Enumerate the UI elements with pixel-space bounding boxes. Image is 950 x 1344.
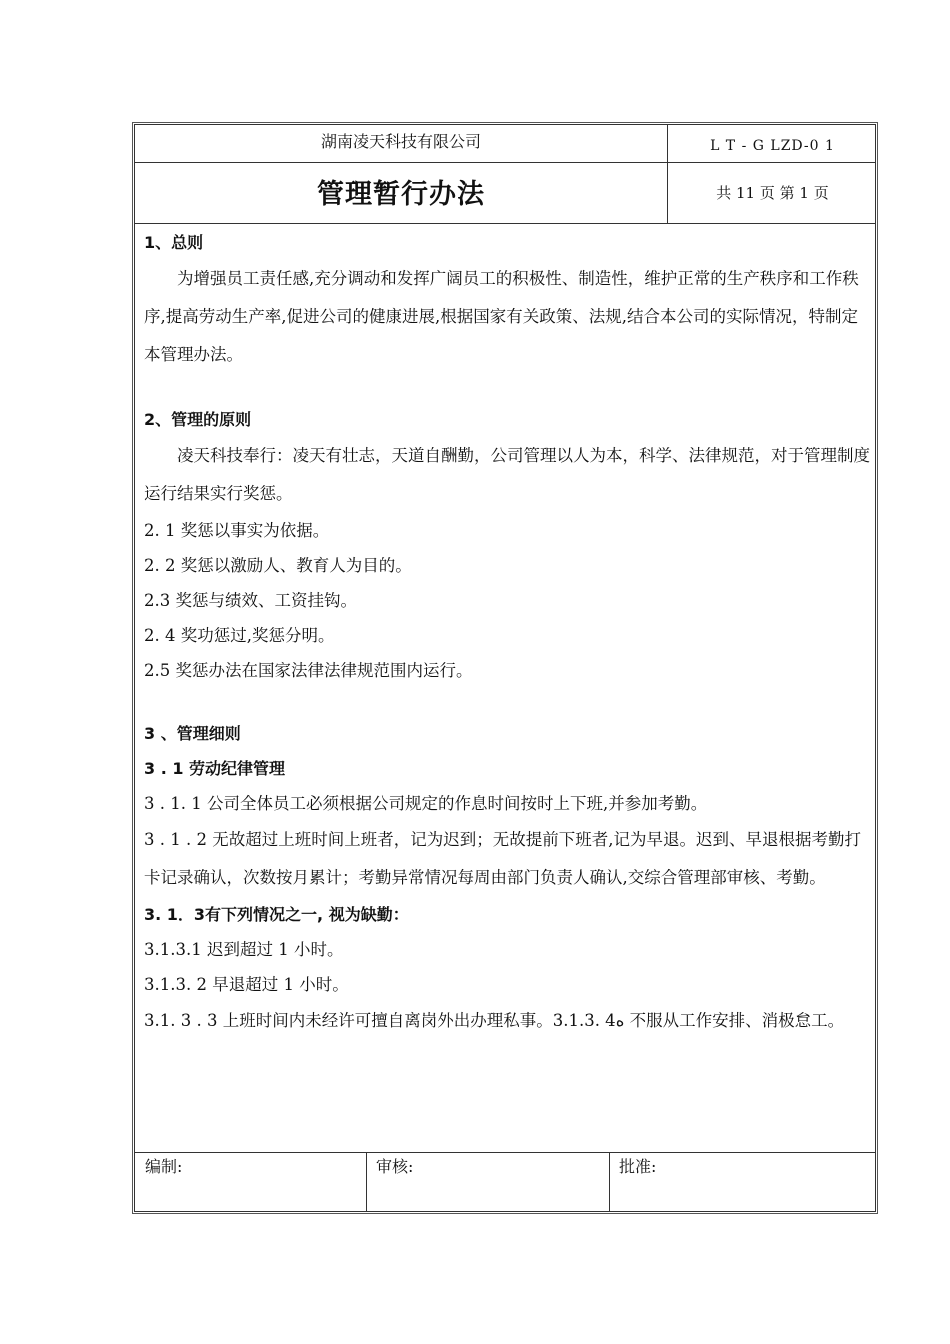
document-title: 管理暂行办法: [317, 179, 485, 210]
signature-reviewer-label: 审核:: [376, 1157, 414, 1176]
clause-2-1: 2. 1 奖惩以事实为依据。: [144, 521, 330, 540]
page-info: 共 11 页 第 1 页: [716, 184, 829, 202]
header-divider-bottom: [135, 223, 875, 224]
document-code: L T - G LZD-0 1: [710, 138, 835, 154]
document-frame: [134, 124, 876, 1212]
section-2-body: 凌天科技奉行：凌天有壮志，天道自酬勤，公司管理以人为本，科学、法律规范，对于管理制度运行结果实行奖惩。: [144, 446, 870, 503]
clause-3-1-3-heading: 3. 1．3有下列情况之一, 视为缺勤：: [144, 905, 409, 924]
signature-divider: [135, 1152, 875, 1153]
clause-3-1-3-3: 3.1. 3 . 3 上班时间内未经许可擅自离岗外出办理私事。3.1.3. 4ه 不服从工作安排、消极怠工。: [144, 1011, 845, 1030]
section-1-body: 为增强员工责任感,充分调动和发挥广阔员工的积极性、制造性，维护正常的生产秩序和工作秩序,提高劳动生产率,促进公司的健康进展,根据国家有关政策、法规,结合本公司的实际情况，特制定本管理办法。: [144, 269, 859, 364]
clause-3-1-1: 3 . 1. 1 公司全体员工必须根据公司规定的作息时间按时上下班,并参加考勤。: [144, 794, 708, 813]
clause-2-3: 2.3 奖惩与绩效、工资挂钩。: [144, 591, 357, 610]
clause-2-2: 2. 2 奖惩以激励人、教育人为目的。: [144, 556, 412, 575]
section-3-1-heading: 3 . 1 劳动纪律管理: [144, 759, 286, 778]
signature-column-divider-2: [609, 1152, 610, 1212]
section-1-heading: 1、总则: [144, 233, 204, 252]
clause-3-1-2: 3 . 1 . 2 无故超过上班时间上班者，记为迟到；无故提前下班者,记为早退。迟到、早退根据考勤打卡记录确认，次数按月累计；考勤异常情况每周由部门负责人确认,交综合管理部审核、考勤。: [144, 830, 861, 887]
signature-column-divider-1: [366, 1152, 367, 1212]
section-2-heading: 2、管理的原则: [144, 410, 252, 429]
clause-3-1-3-1: 3.1.3.1 迟到超过 1 小时。: [144, 940, 344, 959]
clause-2-5: 2.5 奖惩办法在国家法律法律规范围内运行。: [144, 661, 473, 680]
document-body: [144, 225, 874, 1040]
company-name: 湖南凌天科技有限公司: [320, 132, 481, 151]
section-3-heading: 3 、管理细则: [144, 724, 241, 743]
signature-editor-label: 编制:: [145, 1157, 183, 1176]
clause-3-1-3-2: 3.1.3. 2 早退超过 1 小时。: [144, 975, 349, 994]
clause-2-4: 2. 4 奖功惩过,奖惩分明。: [144, 626, 335, 645]
signature-approver-label: 批准:: [619, 1157, 657, 1176]
